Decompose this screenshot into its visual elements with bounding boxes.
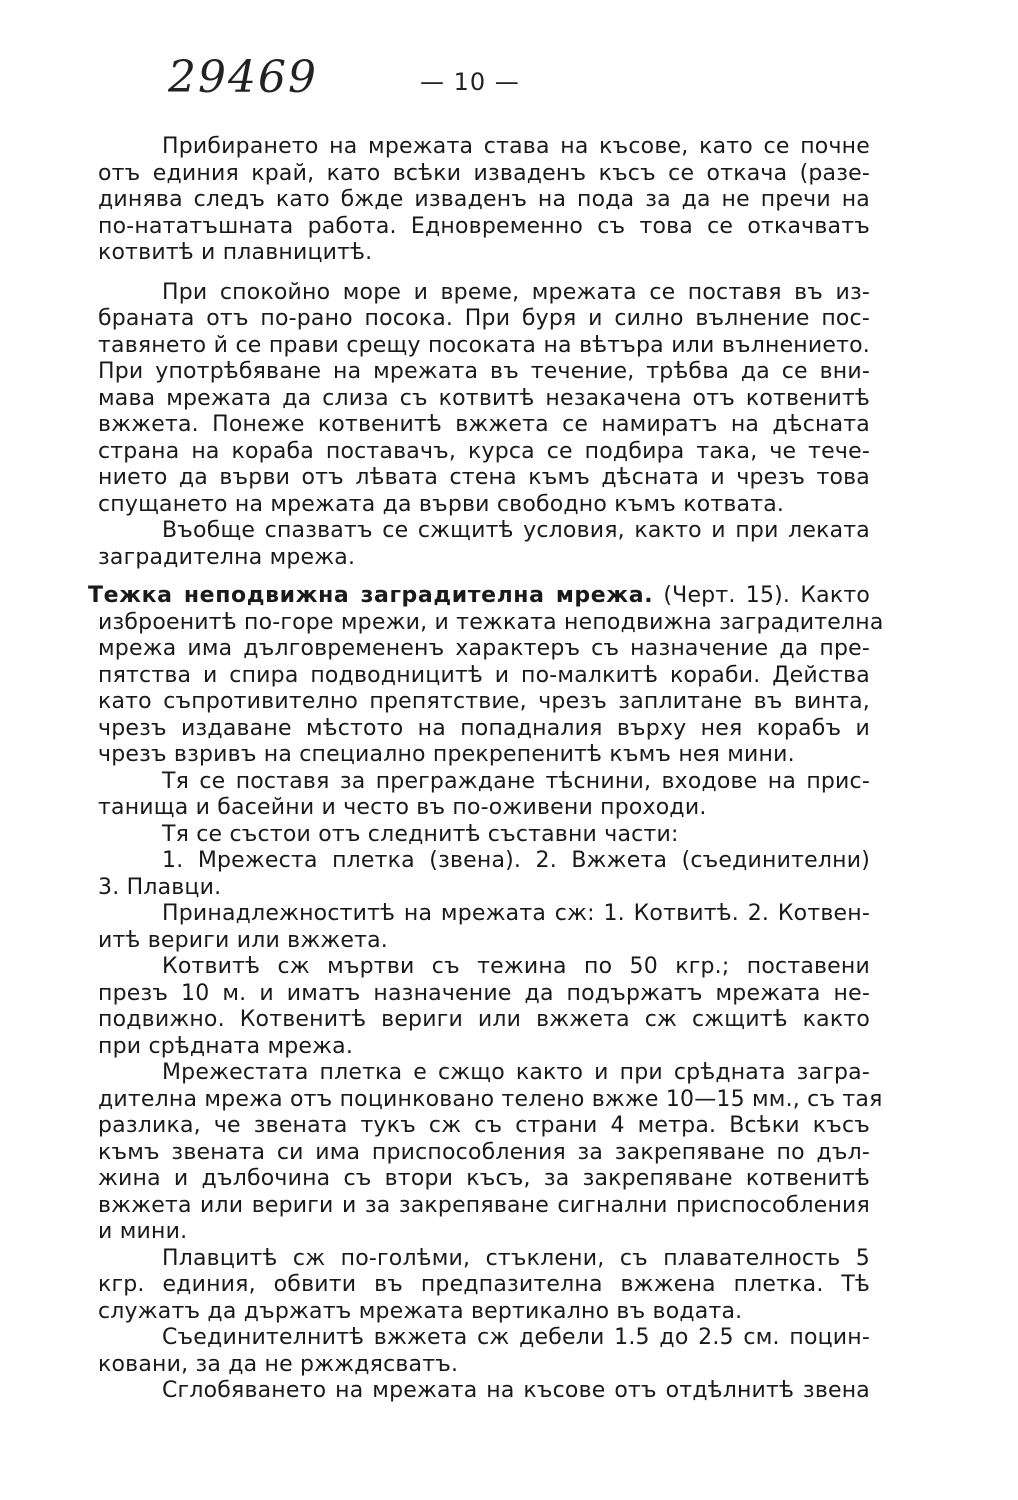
text-line: Плавцитѣ сж по-голѣми, стъклени, съ плавателность 5 (162, 1245, 870, 1271)
text-line: Прибирането на мрежата става на късове, като се почне (162, 134, 870, 159)
text-line: Принадлежноститѣ на мрежата сж: 1. Котвитѣ. 2. Котвен- (162, 901, 870, 926)
text-line: и мини. (98, 1219, 188, 1244)
section-heavy-barrier-net (88, 583, 884, 1405)
text-line: жина и дълбочина съ втори късъ, за закрепяване котвенитѣ (98, 1166, 870, 1191)
text-line: Тя се поставя за преграждане тѣснини, входове на прис- (162, 768, 870, 794)
text-line: чрезъ взривъ на специално прекрепенитѣ къмъ нея мини. (98, 742, 795, 767)
text-line: вжжета или вериги и за закрепяване сигнални приспособления (98, 1192, 870, 1218)
section-heading-line (88, 583, 870, 610)
text-line: изброенитѣ по-горе мрежи, и тежката неподвижна заградителна (98, 609, 884, 635)
paragraph-placement (98, 280, 870, 572)
text-line: при срѣдната мрежа. (98, 1033, 354, 1059)
text-line: 1. Мрежеста плетка (звена). 2. Вжжета (съединителни) (162, 848, 870, 873)
text-line: като съпротивително препятствие, чрезъ заплитане въ винта, (98, 689, 870, 714)
text-line: страна на кораба поставачъ, курса се подбира така, че тече- (98, 438, 870, 464)
text-line: браната отъ по-рано посока. При буря и силно вълнение пос- (98, 306, 870, 331)
text-line: котвитѣ и плавницитѣ. (98, 240, 373, 265)
text-line: по-нататъшната работа. Едновременно съ това се откачватъ (98, 213, 870, 239)
text-line: отъ единия край, като всѣки изваденъ късъ се откача (разе- (98, 160, 870, 186)
text-line: мава мрежата да слиза съ котвитѣ незакачена отъ котвенитѣ (98, 385, 870, 411)
text-line: Мрежестата плетка е сжщо както и при срѣдната загра- (162, 1060, 870, 1085)
section-heading-continuation: (Черт. 15). Както (653, 583, 870, 608)
text-line: Котвитѣ сж мъртви съ тежина по 50 кгр.; поставени (162, 954, 870, 979)
text-line: спущането на мрежата да върви свободно къмъ котвата. (98, 491, 785, 517)
text-line: чрезъ издаване мѣстото на попадналия върху нея корабъ и (98, 715, 870, 741)
text-line: презъ 10 м. и иматъ назначение да подържатъ мрежата не- (98, 980, 870, 1006)
text-line: Съединителнитѣ вжжета сж дебели 1.5 до 2.5 см. поцин- (162, 1325, 870, 1350)
text-line: динява следъ като бжде изваденъ на пода за да не пречи на (98, 187, 870, 212)
text-line: 3. Плавци. (98, 874, 222, 900)
text-line: пятства и спира подводницитѣ и по-малкитѣ кораби. Действа (98, 662, 870, 688)
text-line: нието да върви отъ лѣвата стена къмъ дѣсната и чрезъ това (98, 465, 870, 490)
text-line: къмъ звената си има приспособления за закрепяване по дъл- (98, 1139, 870, 1165)
text-line: танища и басейни и често въ по-оживени проходи. (98, 795, 707, 820)
text-line: разлика, че звената тукъ сж съ страни 4 метра. Всѣки късъ (98, 1113, 870, 1138)
text-line: итѣ вериги или вжжета. (98, 927, 388, 953)
text-line: служатъ да държатъ мрежата вертикално въ водата. (98, 1298, 743, 1324)
text-line: подвижно. Котвенитѣ вериги или вжжета сж сжщитѣ както (98, 1007, 870, 1032)
page-number: — 10 — (420, 68, 520, 96)
text-line: Въобще спазватъ се сжщитѣ условия, както и при леката (162, 518, 870, 543)
text-line: вжжета. Понеже котвенитѣ вжжета се намиратъ на дѣсната (98, 412, 870, 437)
text-line: кгр. единия, обвити въ предпазителна вжжена плетка. Тѣ (98, 1272, 870, 1297)
text-line: дителна мрежа отъ поцинковано телено вжже 10—15 мм., съ тая (98, 1086, 883, 1112)
text-line: мрежа има дълговремененъ характеръ съ назначение да пре- (98, 636, 870, 661)
text-line: При спокойно море и време, мрежата се поставя въ из- (162, 279, 870, 305)
page-body (88, 134, 884, 1405)
text-line: тавянето й се прави срещу посоката на вѣтъра или вълнението. (98, 332, 870, 358)
section-heading: Тежка неподвижна заградителна мрежа. (88, 583, 654, 608)
text-line: ковани, за да не ржждясватъ. (98, 1351, 459, 1377)
handwritten-archive-number: 29469 (168, 52, 318, 103)
text-line: заградителна мрежа. (98, 544, 356, 570)
text-line: Сглобяването на мрежата на късове отъ отдѣлнитѣ звена (162, 1378, 870, 1403)
paragraph-retrieval (98, 134, 870, 267)
text-line: При употрѣбяване на мрежата въ течение, трѣбва да се вни- (98, 359, 870, 384)
text-line: Тя се състои отъ следнитѣ съставни части: (162, 821, 679, 847)
